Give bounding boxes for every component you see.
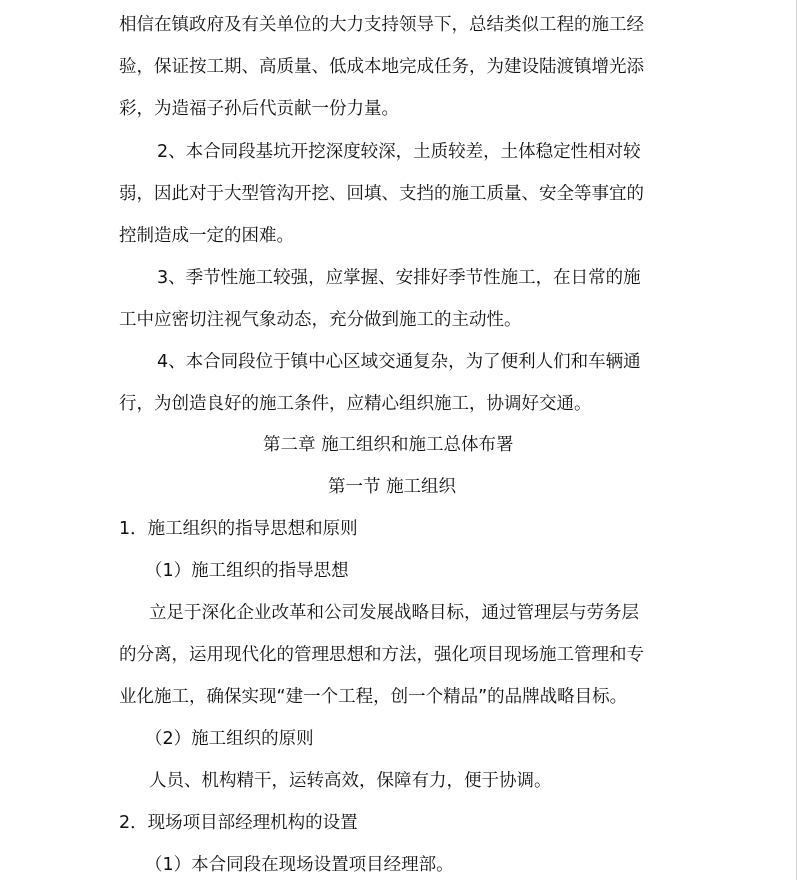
subheading-1-1: （1）施工组织的指导思想	[145, 561, 349, 581]
text-line-15: 立足于深化企业改革和公司发展战略目标，通过管理层与劳务层	[149, 603, 639, 623]
text-line-17: 业化施工，确保实现“建一个工程，创一个精品”的品牌战略目标。	[119, 687, 628, 707]
text-line-5: 弱，因此对于大型管沟开挖、回填、支挡的施工质量、安全等事宜的	[119, 184, 644, 204]
text-line-16: 的分离，运用现代化的管理思想和方法，强化项目现场施工管理和专	[119, 645, 644, 665]
section-heading: 第一节 施工组织	[328, 477, 457, 497]
text-line-2: 验，保证按工期、高质量、低成本地完成任务，为建设陆渡镇增光添	[119, 57, 644, 77]
text-line-1: 相信在镇政府及有关单位的大力支持领导下，总结类似工程的施工经	[119, 15, 644, 35]
subheading-2: 2．现场项目部经理机构的设置	[119, 813, 358, 833]
text-line-6: 控制造成一定的困难。	[119, 226, 294, 246]
chapter-heading: 第二章 施工组织和施工总体布署	[263, 435, 514, 455]
text-line-7: 3、季节性施工较强，应掌握、安排好季节性施工，在日常的施	[157, 268, 641, 288]
text-line-4: 2、本合同段基坑开挖深度较深，土质较差，土体稳定性相对较	[157, 142, 641, 162]
text-line-19: 人员、机构精干，运转高效，保障有力，便于协调。	[149, 771, 552, 791]
text-line-3: 彩，为造福子孙后代贡献一份力量。	[119, 99, 399, 119]
subheading-1-2: （2）施工组织的原则	[145, 729, 314, 749]
text-line-10: 行，为创造良好的施工条件，应精心组织施工，协调好交通。	[119, 394, 592, 414]
text-line-9: 4、本合同段位于镇中心区域交通复杂，为了便利人们和车辆通	[157, 352, 641, 372]
subheading-1: 1．施工组织的指导思想和原则	[119, 519, 358, 539]
text-line-8: 工中应密切注视气象动态，充分做到施工的主动性。	[119, 310, 522, 330]
subheading-2-1: （1）本合同段在现场设置项目经理部。	[145, 855, 454, 875]
